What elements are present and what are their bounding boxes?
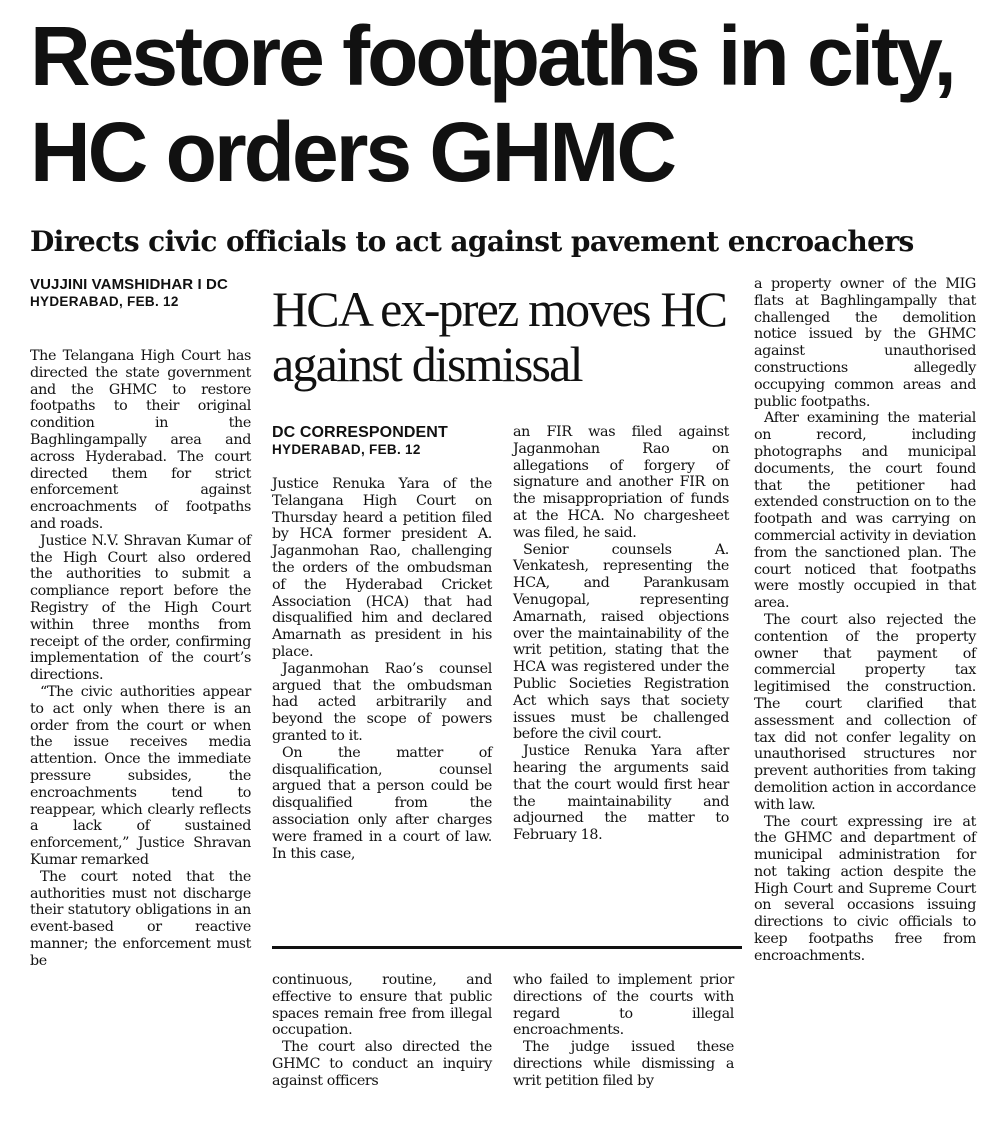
inset-col1-para-1: Justice Renuka Yara of the Telangana High Court on Thursday heard a petition filed by HCA former president A. Jaganmohan Rao, challenging the orders of the ombudsman of the Hyderabad Cricket Association (HCA) that had disqualified him and declared Amarnath as president in his place. <box>272 476 492 660</box>
inset-column-1 <box>272 476 492 862</box>
main-col4-para-4: The court expressing ire at the GHMC and department of municipal administration for not taking action despite the High Court and Supreme Court on several occasions issuing directions to civic officials to keep footpaths free from encroachments. <box>754 813 976 964</box>
main-col4-para-3: The court also rejected the contention of the property owner that payment of commercial property tax legitimised the construction. The court clarified that assessment and collection of tax did not confer legality on unauthorised structures nor prevent authorities from taking demolition action in accordance with law. <box>754 611 976 813</box>
inset-col1-para-3: On the matter of disqualification, counsel argued that a person could be disqualified from the association only after charges were framed in a court of law. In this case, <box>272 744 492 862</box>
main-col4-para-2: After examining the material on record, including photographs and municipal documents, the court found that the petitioner had extended construction on to the footpath and was carrying on commercial activity in deviation from the sanctioned plan. The court noticed that footpaths were mostly occupied in that area. <box>754 410 976 612</box>
inset-column-2 <box>513 424 729 844</box>
main-col1-para-2: Justice N.V. Shravan Kumar of the High Court also ordered the authorities to submit a compliance report before the Registry of the High Court within three months from receipt of the order, confirming implementation of the court’s directions. <box>30 532 251 684</box>
inset-col2-para-3: Justice Renuka Yara after hearing the arguments said that the court would first hear the maintainability and adjourned the matter to February 18. <box>513 743 729 844</box>
subheadline: Directs civic officials to act against pavement encroachers <box>30 225 914 258</box>
main-byline-block <box>30 276 245 310</box>
inset-byline-block <box>272 424 492 458</box>
inset-headline: HCA ex-prez moves HC against dismissal <box>272 281 727 392</box>
inset-byline: DC CORRESPONDENT <box>272 424 448 441</box>
headline: Restore footpaths in city, HC orders GHMC <box>30 9 954 199</box>
inset-col2-para-2: Senior counsels A. Venkatesh, representing the HCA, and Parankusam Venugopal, representing Amarnath, raised objections over the maintainability of the writ petition, stating that the HCA was registered under the Public Societies Registration Act which says that society issues must be challenged before the civil court. <box>513 541 729 743</box>
inset-bottom-rule <box>272 946 742 949</box>
inset-col2-para-1: an FIR was filed against Jaganmohan Rao on allegations of forgery of signature and another FIR on the misappropriation of funds at the HCA. No chargesheet was filed, he said. <box>513 424 729 541</box>
main-col2-para-1: continuous, routine, and effective to ensure that public spaces remain free from illegal occupation. <box>272 972 492 1039</box>
main-col2-para-2: The court also directed the GHMC to conduct an inquiry against officers <box>272 1039 492 1089</box>
main-byline: VUJJINI VAMSHIDHAR I DC <box>30 276 228 293</box>
main-column-3 <box>513 972 734 1090</box>
main-dateline: HYDERABAD, FEB. 12 <box>30 294 179 309</box>
main-column-1 <box>30 348 251 969</box>
main-col1-para-1: The Telangana High Court has directed the state government and the GHMC to restore footpaths to their original condition in the Baghlingampally area and across Hyderabad. The court directed them for strict enforcement against encroachments of footpaths and roads. <box>30 348 251 532</box>
main-col3-para-1: who failed to implement prior directions of the courts with regard to illegal encroachments. <box>513 972 734 1039</box>
main-col3-para-2: The judge issued these directions while dismissing a writ petition filed by <box>513 1039 734 1089</box>
inset-col1-para-2: Jaganmohan Rao’s counsel argued that the ombudsman had acted arbitrarily and beyond the scope of powers granted to it. <box>272 660 492 744</box>
main-column-2 <box>272 972 492 1090</box>
inset-dateline: HYDERABAD, FEB. 12 <box>272 442 421 457</box>
main-col4-para-1: a property owner of the MIG flats at Baghlingampally that challenged the demolition notice issued by the GHMC against unauthorised constructions allegedly occupying common areas and public footpaths. <box>754 276 976 410</box>
main-col1-para-3: “The civic authorities appear to act only when there is an order from the court or when the issue receives media attention. Once the immediate pressure subsides, the encroachments tend to reappear, which clearly reflects a lack of sustained enforcement,” Justice Shravan Kumar remarked <box>30 683 251 868</box>
main-column-4 <box>754 276 976 965</box>
main-col1-para-4: The court noted that the authorities must not discharge their statutory obligations in an event-based or reactive manner; the enforcement must be <box>30 868 251 969</box>
